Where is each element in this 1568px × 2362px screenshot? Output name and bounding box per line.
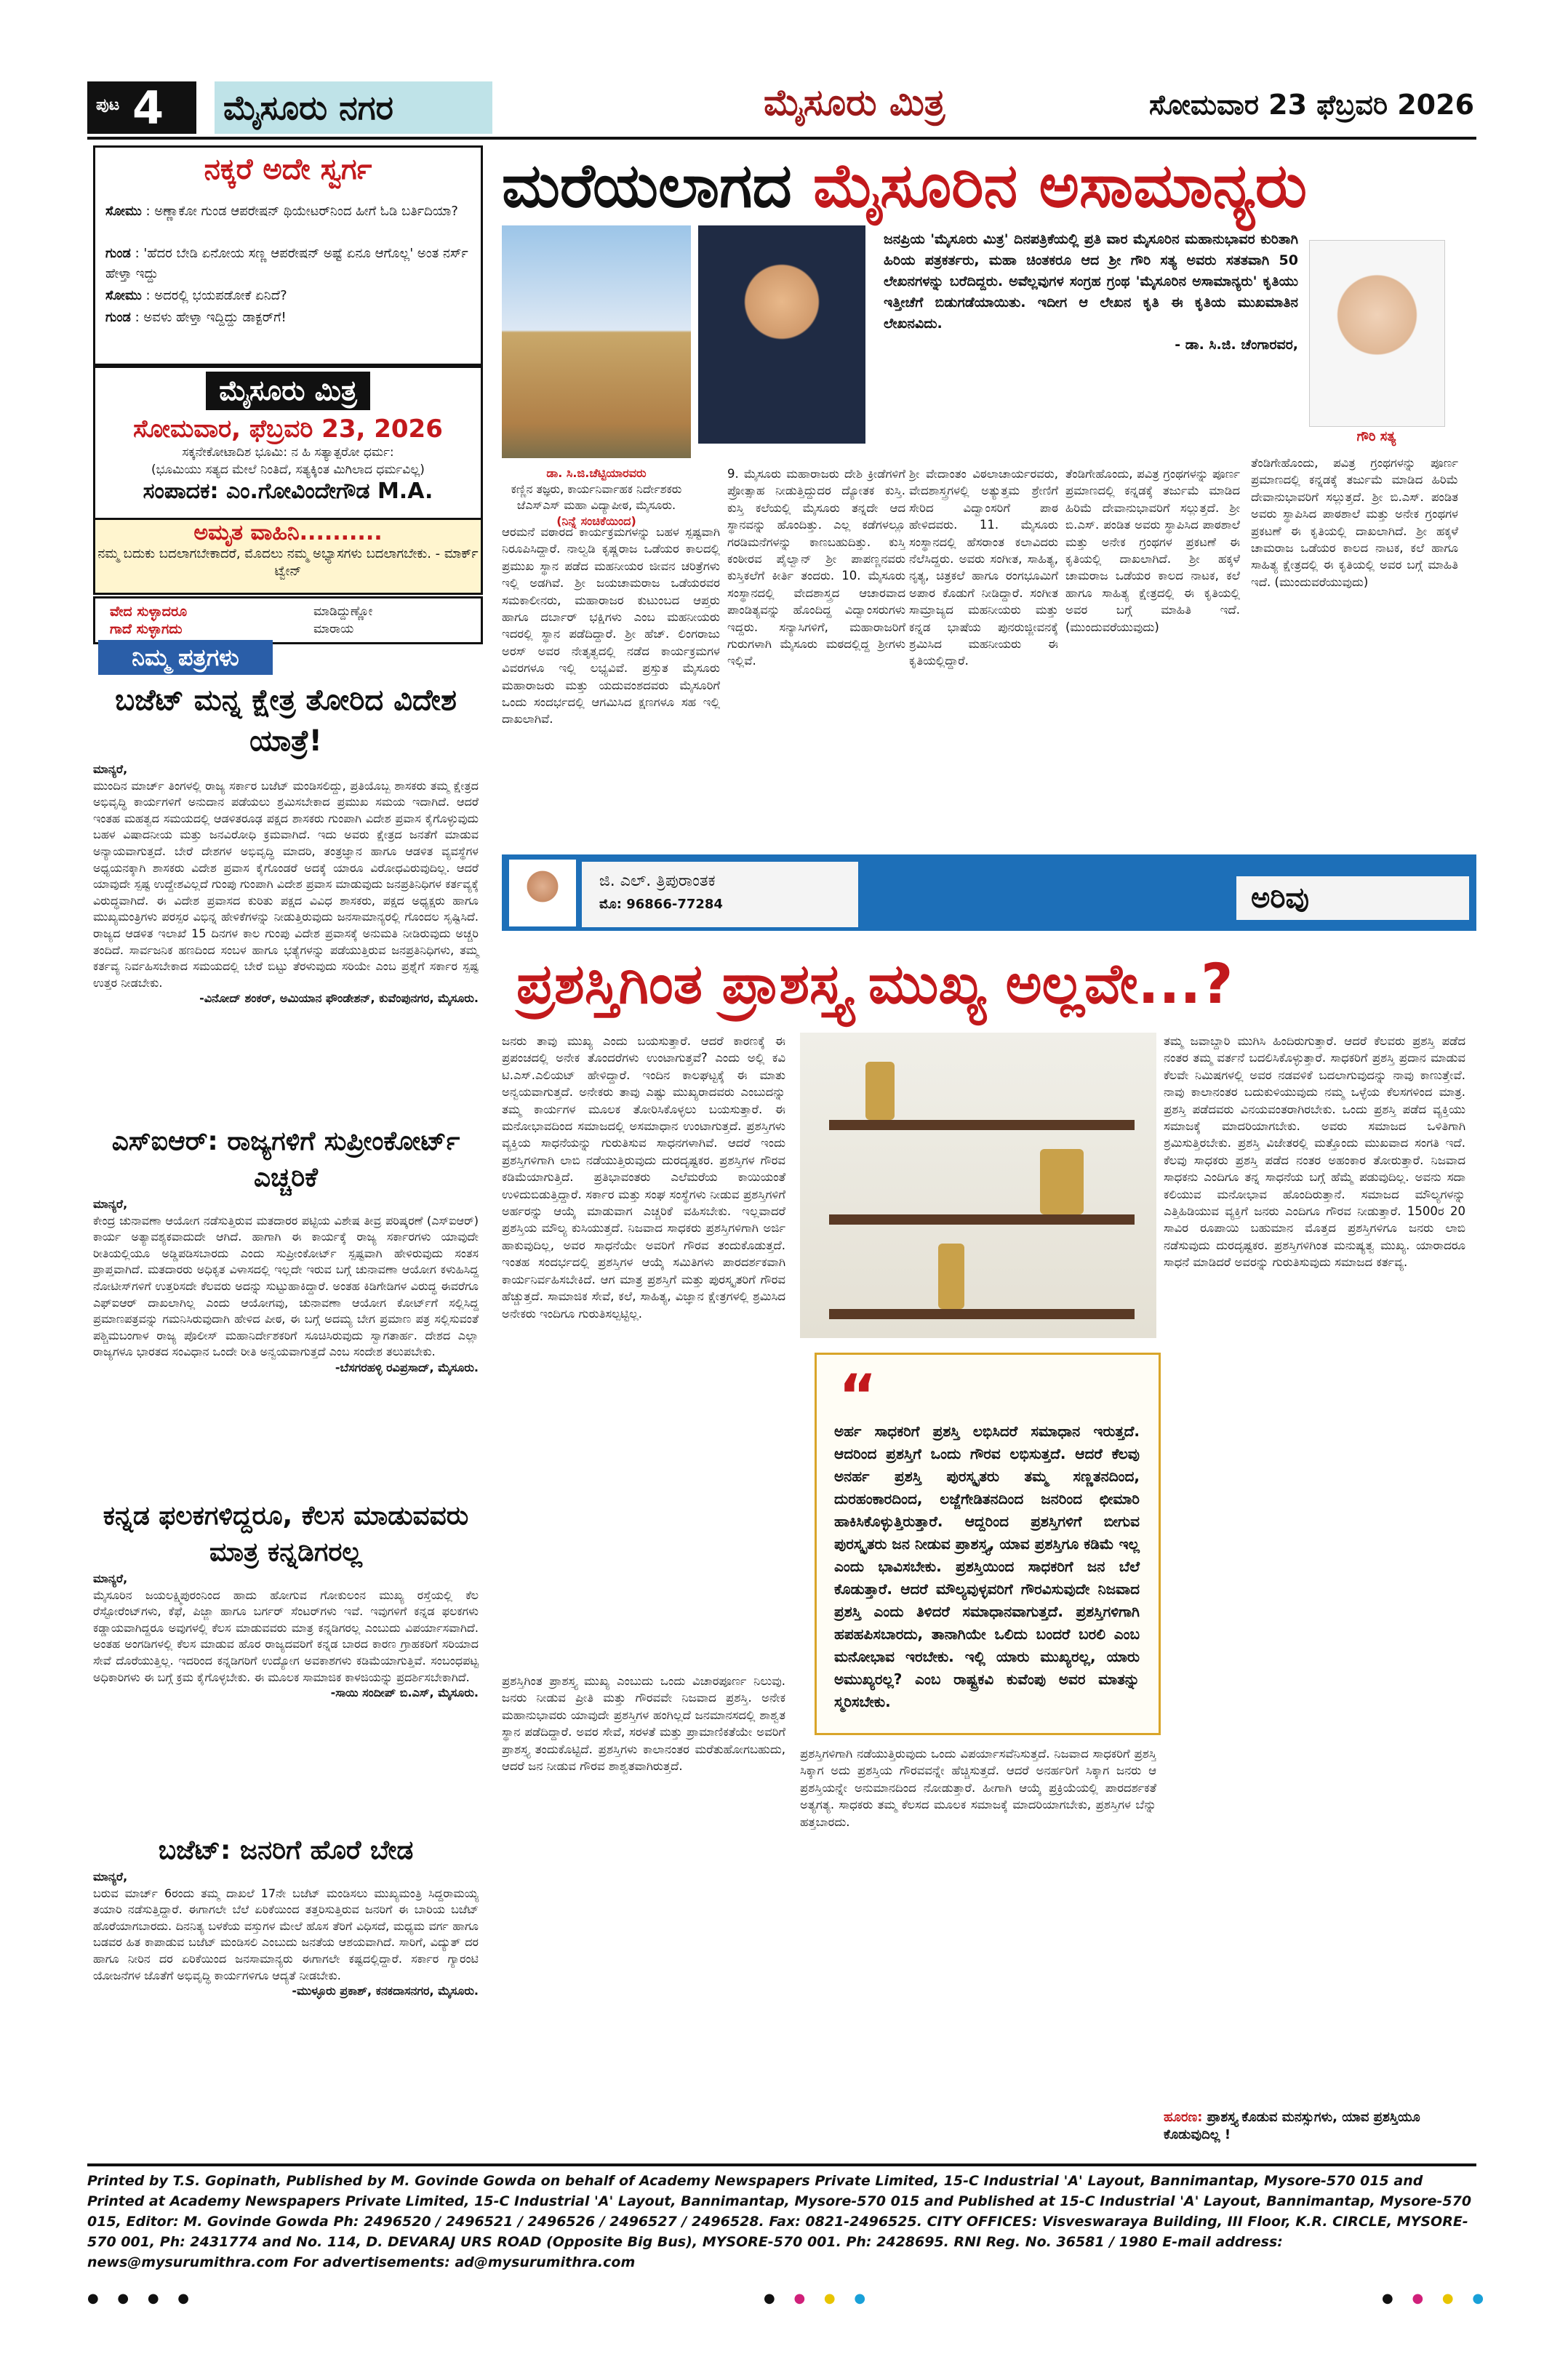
- header-rule: [87, 137, 1476, 140]
- proverb-text: ಮಾಡಿದ್ದುಣ್ಣೋ ಮಾರಾಯ: [313, 604, 373, 636]
- letter-signature: -ಬೆಸಗರಹಳ್ಳಿ ರವಿಪ್ರಸಾದ್, ಮೈಸೂರು.: [335, 1360, 479, 1374]
- letter-salute: ಮಾನ್ಯರೆ,: [93, 1572, 128, 1585]
- author-byline: [582, 862, 858, 927]
- page-number-box: [87, 81, 196, 134]
- article-headline: ಪ್ರಶಸ್ತಿಗಿಂತ ಪ್ರಾಶಸ್ತ್ಯ ಮುಖ್ಯ ಅಲ್ಲವೇ...?: [516, 951, 1233, 1016]
- page-number: 4: [132, 81, 164, 135]
- quote-box: [93, 518, 483, 595]
- feature-intro-signature: - ಡಾ. ಸಿ.ಜಿ. ಚೆಂಗಾರವರ,: [1175, 337, 1298, 353]
- palace-photo: [502, 225, 691, 458]
- pull-quote-box: [815, 1353, 1161, 1735]
- quote-text: ನಮ್ಮ ಬದುಕು ಬದಲಾಗಬೇಕಾದರೆ, ಮೊದಲು ನಮ್ಮ ಅಭ್ಯಾಸಗಳು ಬದಲಾಗಬೇಕು. - ಮಾರ್ಕ್ ಟ್ವೇನ್: [97, 546, 479, 579]
- dateline: ಸೋಮವಾರ 23 ಫೆಬ್ರವರಿ 2026: [1149, 89, 1475, 121]
- page-label: ಪುಟ: [96, 96, 120, 114]
- feature-column: ಶ್ರೀ ವೇದಾಂತಂ ವಿಠಲಾಚಾರ್ಯರವರು, ವೇದಶಾಸ್ತ್ರಗಳಲ್ಲಿ ಅತ್ಯುತ್ತಮ ಶ್ರೇಣಿಗೆ ಸೇರಿದ ವಿದ್ವಾಂಸರಿಗೆ ಪಾಠ ಹೇಳಿದವರು. 11. ಮೈಸೂರು ಸಂಸ್ಥಾನದಲ್ಲಿ ಹೆಸರಾಂತ ಕಲಾವಿದರು ನೆಲೆಸಿದ್ದರು. ಅವರು ಸಂಗೀತ, ಸಾಹಿತ್ಯ, ನೃತ್ಯ, ಚಿತ್ರಕಲೆ ಹಾಗೂ ರಂಗಭೂಮಿಗೆ ಅಪಾರ ಕೊಡುಗೆ ನೀಡಿದ್ದಾರೆ. ಸಂಗೀತ ಸಾಮ್ರಾಜ್ಯದ ಮಹನೀಯರು ಮತ್ತು ಕನ್ನಡ ಭಾಷೆಯ ಪುನರುಜ್ಜೀವನಕ್ಕೆ ಶ್ರಮಿಸಿದ ಮಹನೀಯರು ಈ ಕೃತಿಯಲ್ಲಿದ್ದಾರೆ.: [909, 467, 1058, 668]
- author-portrait-photo: [698, 225, 865, 444]
- joke-title: ನಕ್ಕರೆ ಅದೇ ಸ್ವರ್ಗ: [204, 153, 372, 186]
- person-caption: ಗೌರಿ ಸತ್ಯ: [1356, 429, 1396, 444]
- print-registration-dots: ● ● ● ●: [764, 2291, 873, 2306]
- joke-line: ಸೋಮು : ಅಣ್ಣಾಕೋ ಗುಂಡ ಆಪರೇಷನ್ ಥಿಯೇಟರ್‌ನಿಂದ ಹೀಗೆ ಓಡಿ ಬರ್ತಿದಿಯಾ?: [105, 204, 458, 219]
- footer-rule: [87, 2163, 1476, 2166]
- letter-title: ಕನ್ನಡ ಫಲಕಗಳಿದ್ದರೂ, ಕೆಲಸ ಮಾಡುವವರು ಮಾತ್ರ ಕನ್ನಡಿಗರಲ್ಲ: [103, 1501, 469, 1567]
- joke-line: ಗುಂಡ : 'ಹೆದರ ಬೇಡಿ ಏನೋಯ ಸಣ್ಣ ಆಪರೇಷನ್ ಅಷ್ಟೆ ಏನೂ ಆಗೊಲ್ಲ' ಅಂತ ನರ್ಸ್ ಹೇಳ್ತಾ ಇದ್ದು: [105, 246, 468, 281]
- letter-signature: -ಮುಳ್ಳೂರು ಪ್ರಕಾಶ್, ಕನಕದಾಸನಗರ, ಮೈಸೂರು.: [292, 1984, 479, 1998]
- letter-body: ಮೈಸೂರಿನ ಜಯಲಕ್ಷ್ಮಿಪುರಂನಿಂದ ಹಾದು ಹೋಗುವ ಗೋಕುಲಂನ ಮುಖ್ಯ ರಸ್ತೆಯಲ್ಲಿ ಕೆಲ ರೆಸ್ಟೋರೆಂಟ್‌ಗಳು, ಕೆಫೆ, ಪಿಜ್ಜಾ ಹಾಗೂ ಬರ್ಗರ್ ಸೆಂಟರ್‌ಗಳು ಇವೆ. ಇವುಗಳಿಗೆ ಕನ್ನಡ ಫಲಕಗಳು ಕಡ್ಡಾಯವಾಗಿದ್ದರೂ ಅವುಗಳಲ್ಲಿ ಕೆಲಸ ಮಾಡುವವರು ಮಾತ್ರ ಕನ್ನಡಿಗರಲ್ಲ ಎಂಬುದು ವಿಪರ್ಯಾಸವಾಗಿದೆ. ಅಂತಹ ಅಂಗಡಿಗಳಲ್ಲಿ ಕೆಲಸ ಮಾಡುವ ಹೊರ ರಾಜ್ಯದವರಿಗೆ ಕನ್ನಡ ಬಾರದ ಕಾರಣ ಗ್ರಾಹಕರಿಗೆ ಸರಿಯಾದ ಸೇವೆ ದೊರೆಯುತ್ತಿಲ್ಲ. ಇದರಿಂದ ಕನ್ನಡಿಗರಿಗೆ ಉದ್ಯೋಗ ಅವಕಾಶಗಳು ಕಡಿಮೆಯಾಗುತ್ತಿವೆ. ಸಂಬಂಧಪಟ್ಟ ಅಧಿಕಾರಿಗಳು ಈ ಬಗ್ಗೆ ಕ್ರಮ ಕೈಗೊಳ್ಳಬೇಕು. ಈ ಮೂಲಕ ಸಾಮಾಜಿಕ ಕಾಳಜಿಯನ್ನು ಪ್ರದರ್ಶಿಸಬೇಕಾಗಿದೆ.: [93, 1588, 479, 1684]
- letter-title: ಬಜೆಟ್: ಜನರಿಗೆ ಹೊರೆ ಬೇಡ: [158, 1835, 414, 1865]
- info-masthead: ಮೈಸೂರು ಮಿತ್ರ: [206, 372, 370, 410]
- feature-column: ಆರಮನೆ ವಠಾರದ ಕಾರ್ಯಕ್ರಮಗಳನ್ನು ಬಹಳ ಸ್ಪಷ್ಟವಾಗಿ ನಿರೂಪಿಸಿದ್ದಾರೆ. ನಾಲ್ವಡಿ ಕೃಷ್ಣರಾಜ ಒಡೆಯರ ಕಾಲದಲ್ಲಿ ಪ್ರಮುಖ ಸ್ಥಾನ ಪಡೆದ ಮಹನೀಯರ ಜೀವನ ಚರಿತ್ರೆಗಳು ಇಲ್ಲಿ ಅಡಗಿವೆ. ಶ್ರೀ ಜಯಚಾಮರಾಜ ಒಡೆಯರವರ ಸಮಕಾಲೀನರು, ಮಹಾರಾಜರ ಕುಟುಂಬದ ಆಪ್ತರು ಹಾಗೂ ದರ್ಬಾರ್ ಭಕ್ಷಿಗಳು ಎಂಬ ಮಹನೀಯರು ಇದರಲ್ಲಿ ಸ್ಥಾನ ಪಡೆದಿದ್ದಾರೆ. ಶ್ರೀ ಹೆಚ್. ಲಿಂಗರಾಜು ಅರಸ್ ಅವರ ನೇತೃತ್ವದಲ್ಲಿ ನಡೆದ ಕಾರ್ಯಕ್ರಮಗಳ ವಿವರಗಳೂ ಇಲ್ಲಿ ಲಭ್ಯವಿವೆ. ಪ್ರಸ್ತುತ ಮೈಸೂರು ಮಹಾರಾಜರು ಮತ್ತು ಯದುವಂಶದವರು ಮೈಸೂರಿಗೆ ಒಂದು ಸಂದರ್ಭದಲ್ಲಿ ಆಗಮಿಸಿದ ಕ್ಷಣಗಳೂ ಸಹ ಇಲ್ಲಿ ದಾಖಲಾಗಿವೆ.: [502, 525, 720, 726]
- article-note: ಹೂರಣ: ಪ್ರಾಶಸ್ತ್ಯ ಕೊಡುವ ಮನಸ್ಸುಗಳು, ಯಾವ ಪ್ರಶಸ್ತಿಯೂ ಕೊಡುವುದಿಲ್ಲ !: [1164, 2110, 1420, 2142]
- feature-headline: ಮರೆಯಲಾಗದ ಮೈಸೂರಿನ ಅಸಾಮಾನ್ಯರು: [502, 150, 1308, 221]
- gauri-satya-photo: [1309, 240, 1445, 427]
- trophy-photo: [800, 1033, 1156, 1338]
- feature-column: ತೆಂಡಿಗೇಹೊಂದು, ಪವಿತ್ರ ಗ್ರಂಥಗಳನ್ನು ಪೂರ್ಣ ಪ್ರಮಾಣದಲ್ಲಿ ಕನ್ನಡಕ್ಕೆ ತರ್ಜುಮೆ ಮಾಡಿದ ಹಿರಿಮೆ ದೇವಾನುಭಾವರಿಗೆ ಸಲ್ಲುತ್ತದೆ. ಶ್ರೀ ಬಿ.ಎಸ್. ಪಂಡಿತ ಅವರು ಸ್ಥಾಪಿಸಿದ ಪಾಠಶಾಲೆ ಮತ್ತು ಅನೇಕ ಗ್ರಂಥಗಳ ಪ್ರಕಟಣೆ ಈ ಕೃತಿಯಲ್ಲಿ ದಾಖಲಾಗಿದೆ. ಶ್ರೀ ಹಕ್ಕಳೆ ಚಾಮರಾಜ ಒಡೆಯರ ಕಾಲದ ನಾಟಕ, ಕಲೆ ಹಾಗೂ ಸಾಹಿತ್ಯ ಕ್ಷೇತ್ರದಲ್ಲಿ ಈ ಕೃತಿಯಲ್ಲಿ ಅವರ ಬಗ್ಗೆ ಮಾಹಿತಿ ಇದೆ. (ಮುಂದುವರೆಯುವುದು): [1065, 467, 1240, 634]
- author-phone: ಮೊ: 96866-77284: [599, 897, 723, 912]
- proverb-label: ವೇದ ಸುಳ್ಳಾದರೂ ಗಾದೆ ಸುಳ್ಳಾಗದು: [110, 604, 188, 637]
- letter-body: ಕೇಂದ್ರ ಚುನಾವಣಾ ಆಯೋಗ ನಡೆಸುತ್ತಿರುವ ಮತದಾರರ ಪಟ್ಟಿಯ ವಿಶೇಷ ತೀವ್ರ ಪರಿಷ್ಕರಣೆ (ಎಸ್‌ಐಆರ್) ಕಾರ್ಯ ಅತ್ಯಾವಶ್ಯಕವಾದುದೇ ಆಗಿದೆ. ಹಾಗಾಗಿ ಈ ಕಾರ್ಯಕ್ಕೆ ರಾಜ್ಯ ಸರ್ಕಾರಗಳು ಯಾವುದೇ ರೀತಿಯಲ್ಲಿಯೂ ಅಡ್ಡಿಪಡಿಸಬಾರದು ಎಂದು ಸುಪ್ರೀಂಕೋರ್ಟ್ ಸ್ಪಷ್ಟವಾಗಿ ಹೇಳಿರುವುದು ಸಂತಸ ಪ್ರಾಪ್ತವಾಗಿದೆ. ಮತದಾರರು ಅಧಿಕೃತ ವಿಳಾಸದಲ್ಲಿ ಇಲ್ಲದೇ ಇರುವ ಬಗ್ಗೆ ಚುನಾವಣಾ ಆಯೋಗ ಕಳುಹಿಸಿದ್ದ ನೋಟೀಸ್‌ಗಳಿಗೆ ಉತ್ತರಿಸದೇ ಕೆಲವರು ಅದನ್ನು ಸುಟ್ಟುಹಾಕಿದ್ದಾರೆ. ಅಂತಹ ಕಿಡಿಗೇಡಿಗಳ ವಿರುದ್ಧ ಈವರೆಗೂ ಎಫ್‌ಐಆರ್ ದಾಖಲಾಗಿಲ್ಲ ಎಂದು ಆಯೋಗವು, ಚುನಾವಣಾ ಆಯೋಗ ಕೋರ್ಟ್‌ಗೆ ಸಲ್ಲಿಸಿದ್ದ ಪ್ರಮಾಣಪತ್ರವನ್ನು ಗಮನಿಸಿರುವುದಾಗಿ ಹೇಳಿದ ಪೀಠ, ಈ ಬಗ್ಗೆ ಅದಮ್ಯ ಬೇಗ ಪ್ರಮಾಣ ಪತ್ರ ಸಲ್ಲಿಸುವಂತೆ ಪಶ್ಚಿಮಬಂಗಾಳ ರಾಜ್ಯ ಪೊಲೀಸ್ ಮಹಾನಿರ್ದೇಶಕರಿಗೆ ಸೂಚಿಸಿರುವುದು ಸ್ವಾಗತಾರ್ಹ. ದೇಶದ ಎಲ್ಲಾ ರಾಜ್ಯಗಳೂ ಭಾರತದ ಸಂವಿಧಾನ ಒಂದೇ ರೀತಿ ಅನ್ವಯವಾಗುತ್ತದೆ ಎಂಬ ಸಂದೇಶ ತಲುಪಬೇಕು.: [93, 1213, 479, 1359]
- info-motto: ಸಕ್ಕನೇಕೋಟಾದಿಶ ಭೂಮಿ: ನ ಹಿ ಸತ್ಯಾತ್ಪರೋ ಧರ್ಮ:: [182, 445, 394, 460]
- letter-title: ಬಜೆಟ್ ಮನ್ನ ಕ್ಷೇತ್ರ ತೋರಿದ ವಿದೇಶ ಯಾತ್ರೆ!: [115, 684, 457, 758]
- article-column: ತಮ್ಮ ಜವಾಬ್ದಾರಿ ಮುಗಿಸಿ ಹಿಂದಿರುಗುತ್ತಾರೆ. ಆದರೆ ಕೆಲವರು ಪ್ರಶಸ್ತಿ ಪಡೆದ ನಂತರ ತಮ್ಮ ವರ್ತನೆ ಬದಲಿಸಿಕೊಳ್ಳುತ್ತಾರೆ. ಸಾಧಕರಿಗೆ ಪ್ರಶಸ್ತಿ ಪ್ರದಾನ ಮಾಡುವ ಕೆಲವೇ ನಿಮಿಷಗಳಲ್ಲಿ ಅವರ ನಡವಳಿಕೆ ಬದಲಾಗುವುದನ್ನು ನಾವು ಕಾಣುತ್ತೇವೆ. ನಾವು ಕಾಲಾನಂತರ ಬದುಕುಳಿಯುವುದು ನಮ್ಮ ಒಳ್ಳೆಯ ಕೆಲಸಗಳಿಂದ ಮಾತ್ರ. ಪ್ರಶಸ್ತಿ ಪಡೆದವರು ವಿನಯವಂತರಾಗಿರಬೇಕು. ಒಂದು ಪ್ರಶಸ್ತಿ ಪಡೆದ ವ್ಯಕ್ತಿಯು ಸಮಾಜಕ್ಕೆ ಮಾದರಿಯಾಗಬೇಕು. ಅವರು ಸಮಾಜದ ಒಳಿತಿಗಾಗಿ ಶ್ರಮಿಸುತ್ತಿರಬೇಕು. ಪ್ರಶಸ್ತಿ ವಿಜೇತರಲ್ಲಿ ಮತ್ತೊಂದು ಮುಖವಾದ ಸಂಗತಿ ಇದೆ. ಕೆಲವು ಸಾಧಕರು ಪ್ರಶಸ್ತಿ ಪಡೆದ ನಂತರ ಅಹಂಕಾರ ತೋರುತ್ತಾರೆ. ನಿಜವಾದ ಸಾಧಕನು ಎಂದಿಗೂ ತನ್ನ ಸಾಧನೆಯ ಬಗ್ಗೆ ಹೆಮ್ಮೆ ಪಡುವುದಿಲ್ಲ. ಅವನು ಸದಾ ಕಲಿಯುವ ಮನೋಭಾವ ಹೊಂದಿರುತ್ತಾನೆ. ಸಮಾಜದ ಮೌಲ್ಯಗಳನ್ನು ಎತ್ತಿಹಿಡಿಯುವ ವ್ಯಕ್ತಿಗೆ ಜನರು ಎಂದಿಗೂ ಗೌರವ ನೀಡುತ್ತಾರೆ. 1500ರ 20 ಸಾವಿರ ರೂಪಾಯಿ ಬಹುಮಾನ ಮೊತ್ತದ ಪ್ರಶಸ್ತಿಗಳಿಗೂ ಜನರು ಲಾಬಿ ನಡೆಸುವುದು ದುರದೃಷ್ಟಕರ. ಪ್ರಶಸ್ತಿಗಳಿಗಿಂತ ಮನುಷ್ಯತ್ವ ಮುಖ್ಯ. ಯಾರಾದರೂ ಸಾಧನೆ ಮಾಡಿದರೆ ಅವರನ್ನು ಗುರುತಿಸುವುದು ಸಮಾಜದ ಕರ್ತವ್ಯ.: [1164, 1034, 1465, 1270]
- feature-intro: ಜನಪ್ರಿಯ 'ಮೈಸೂರು ಮಿತ್ರ' ದಿನಪತ್ರಿಕೆಯಲ್ಲಿ ಪ್ರತಿ ವಾರ ಮೈಸೂರಿನ ಮಹಾನುಭಾವರ ಕುರಿತಾಗಿ ಹಿರಿಯ ಪತ್ರಕರ್ತರು, ಮಹಾ ಚಿಂತಕರೂ ಆದ ಶ್ರೀ ಗೌರಿ ಸತ್ಯ ಅವರು ಸತತವಾಗಿ 50 ಲೇಖನಗಳನ್ನು ಬರೆದಿದ್ದರು. ಅವೆಲ್ಲವುಗಳ ಸಂಗ್ರಹ ಗ್ರಂಥ 'ಮೈಸೂರಿನ ಅಸಾಮಾನ್ಯರು' ಕೃತಿಯು ಇತ್ತೀಚೆಗೆ ಬಿಡುಗಡೆಯಾಯಿತು. ಇದೀಗ ಆ ಲೇಖನ ಕೃತಿ ಈ ಕೃತಿಯ ಮುಖಮಾತಿನ ಲೇಖನವಿದು. - ಡಾ. ಸಿ.ಜಿ. ಚೆಂಗಾರವರ,: [884, 229, 1298, 356]
- quote-title: ಅಮೃತ ವಾಹಿನಿ..........: [193, 520, 383, 545]
- letter-body: ಮುಂದಿನ ಮಾರ್ಚ್ ತಿಂಗಳಲ್ಲಿ ರಾಜ್ಯ ಸರ್ಕಾರ ಬಜೆಟ್ ಮಂಡಿಸಲಿದ್ದು, ಪ್ರತಿಯೊಬ್ಬ ಶಾಸಕರು ತಮ್ಮ ಕ್ಷೇತ್ರದ ಅಭಿವೃದ್ಧಿ ಕಾರ್ಯಗಳಿಗೆ ಅನುದಾನ ಪಡೆಯಲು ಶ್ರಮಿಸಬೇಕಾದ ಪ್ರಮುಖ ಸಮಯ ಇದಾಗಿದೆ. ಆದರೆ ಇಂತಹ ಮಹತ್ವದ ಸಮಯದಲ್ಲಿ ಆಡಳಿತರೂಢ ಪಕ್ಷದ ಶಾಸಕರು ಗುಂಪಾಗಿ ವಿದೇಶ ಪ್ರವಾಸ ಕೈಗೊಳ್ಳುವುದು ಬಹಳ ವಿಷಾದನೀಯ ಮತ್ತು ಜನವಿರೋಧಿ ಕ್ರಮವಾಗಿದೆ. ಇದು ಅವರು ಕ್ಷೇತ್ರದ ಜನತೆಗೆ ಮಾಡುವ ಅನ್ಯಾಯವಾಗುತ್ತದೆ. ಬೇರೆ ದೇಶಗಳ ಅಭಿವೃದ್ಧಿ ಮಾದರಿ, ತಂತ್ರಜ್ಞಾನ ಹಾಗೂ ಆಡಳಿತ ವ್ಯವಸ್ಥೆಗಳ ಅಧ್ಯಯನಕ್ಕಾಗಿ ಶಾಸಕರು ವಿದೇಶ ಪ್ರವಾಸ ಕೈಗೊಂಡರೆ ಅದಕ್ಕೆ ಯಾರೂ ವಿರೋಧವಿರುವುದಿಲ್ಲ. ಆದರೆ ಯಾವುದೇ ಸ್ಪಷ್ಟ ಉದ್ದೇಶವಿಲ್ಲದೆ ಗುಂಪು ಗುಂಪಾಗಿ ವಿದೇಶ ಪ್ರವಾಸ ಮಾಡುವುದು ಜನಪ್ರತಿನಿಧಿಗಳ ಕರ್ತವ್ಯಕ್ಕೆ ವಿರುದ್ಧವಾಗಿದೆ. ಈ ವಿದೇಶ ಪ್ರವಾಸದ ಕುರಿತು ಪಕ್ಷದ ವಿವಿಧ ಶಾಸಕರು, ಪಕ್ಷದ ಅಧ್ಯಕ್ಷರು ಹಾಗೂ ಮುಖ್ಯಮಂತ್ರಿಗಳು ಪರಸ್ಪರ ವಿಭಿನ್ನ ಹೇಳಿಕೆಗಳನ್ನು ನೀಡುತ್ತಿರುವುದು ಜನಸಾಮಾನ್ಯರಲ್ಲಿ ಗೊಂದಲ ಸೃಷ್ಟಿಸಿದೆ. ರಾಜ್ಯದ ಆಡಳಿತ ಇಲಾಖೆ 15 ದಿನಗಳ ಕಾಲ ಗುಂಪು ವಿದೇಶ ಪ್ರವಾಸಕ್ಕೆ ಅನುಮತಿ ನೀಡಿರುವುದು ಅಚ್ಚರಿ ತಂದಿದೆ. ಸಾರ್ವಜನಿಕ ಹಣದಿಂದ ಸಂಬಳ ಹಾಗೂ ಭತ್ಯೆಗಳನ್ನು ಪಡೆಯುತ್ತಿರುವ ಜನಪ್ರತಿನಿಧಿಗಳು, ತಮ್ಮ ಕರ್ತವ್ಯ ನಿರ್ವಹಿಸಬೇಕಾದ ಸಮಯದಲ್ಲಿ ಬೇರೆ ಬಿಟ್ಟು ತೆರಳುವುದು ಸರಿಯೇ ಎಂಬ ಪ್ರಶ್ನೆಗೆ ಸರ್ಕಾರ ಸ್ಪಷ್ಟ ಉತ್ತರ ನೀಡಬೇಕು.: [93, 778, 479, 990]
- article-column: ಪ್ರಶಸ್ತಿಗಿಂತ ಪ್ರಾಶಸ್ತ್ಯ ಮುಖ್ಯ ಎಂಬುದು ಒಂದು ವಿಚಾರಪೂರ್ಣ ನಿಲುವು. ಜನರು ನೀಡುವ ಪ್ರೀತಿ ಮತ್ತು ಗೌರವವೇ ನಿಜವಾದ ಪ್ರಶಸ್ತಿ. ಅನೇಕ ಮಹಾನುಭಾವರು ಯಾವುದೇ ಪ್ರಶಸ್ತಿಗಳ ಹಂಗಿಲ್ಲದೆ ಜನಮಾನಸದಲ್ಲಿ ಶಾಶ್ವತ ಸ್ಥಾನ ಪಡೆದಿದ್ದಾರೆ. ಅವರ ಸೇವೆ, ಸರಳತೆ ಮತ್ತು ಪ್ರಾಮಾಣಿಕತೆಯೇ ಅವರಿಗೆ ಪ್ರಾಶಸ್ತ್ಯ ತಂದುಕೊಟ್ಟಿದೆ. ಪ್ರಶಸ್ತಿಗಳು ಕಾಲಾನಂತರ ಮರೆತುಹೋಗಬಹುದು, ಆದರೆ ಜನ ನೀಡುವ ಗೌರವ ಶಾಶ್ವತವಾಗಿರುತ್ತದೆ.: [502, 1674, 785, 1774]
- letter-body: ಬರುವ ಮಾರ್ಚ್ 6ರಂದು ತಮ್ಮ ದಾಖಲೆ 17ನೇ ಬಜೆಟ್ ಮಂಡಿಸಲು ಮುಖ್ಯಮಂತ್ರಿ ಸಿದ್ದರಾಮಯ್ಯ ತಯಾರಿ ನಡೆಸುತ್ತಿದ್ದಾರೆ. ಈಗಾಗಲೇ ಬೆಲೆ ಏರಿಕೆಯಿಂದ ತತ್ತರಿಸುತ್ತಿರುವ ಜನರಿಗೆ ಈ ಬಾರಿಯ ಬಜೆಟ್ ಹೊರೆಯಾಗಬಾರದು. ದಿನನಿತ್ಯ ಬಳಕೆಯ ವಸ್ತುಗಳ ಮೇಲೆ ಹೊಸ ತೆರಿಗೆ ವಿಧಿಸದೆ, ಮಧ್ಯಮ ವರ್ಗ ಹಾಗೂ ಬಡವರ ಹಿತ ಕಾಪಾಡುವ ಬಜೆಟ್ ಮಂಡಿಸಲಿ ಎಂಬುದು ಜನತೆಯ ಆಶಯವಾಗಿದೆ. ಸಾರಿಗೆ, ವಿದ್ಯುತ್ ದರ ಹಾಗೂ ನೀರಿನ ದರ ಏರಿಕೆಯಿಂದ ಜನಸಾಮಾನ್ಯರು ಈಗಾಗಲೇ ಕಷ್ಟದಲ್ಲಿದ್ದಾರೆ. ಸರ್ಕಾರ ಗ್ಯಾರಂಟಿ ಯೋಜನೆಗಳ ಜೊತೆಗೆ ಅಭಿವೃದ್ಧಿ ಕಾರ್ಯಗಳಿಗೂ ಆದ್ಯತೆ ನೀಡಬೇಕು.: [93, 1886, 479, 1982]
- info-motto-translation: (ಭೂಮಿಯು ಸತ್ಯದ ಮೇಲೆ ನಿಂತಿದೆ, ಸತ್ಯಕ್ಕಿಂತ ಮಿಗಿಲಾದ ಧರ್ಮವಿಲ್ಲ): [151, 463, 425, 477]
- letters-header: ನಿಮ್ಮ ಪತ್ರಗಳು: [98, 640, 273, 675]
- print-registration-dots: ● ● ● ●: [87, 2291, 196, 2306]
- letter-article: [93, 1124, 479, 1375]
- pull-quote-text: ಅರ್ಹ ಸಾಧಕರಿಗೆ ಪ್ರಶಸ್ತಿ ಲಭಿಸಿದರೆ ಸಮಾಧಾನ ಇರುತ್ತದೆ. ಆದರಿಂದ ಪ್ರಶಸ್ತಿಗೆ ಒಂದು ಗೌರವ ಲಭಿಸುತ್ತದೆ. ಆದರೆ ಕೆಲವು ಅನರ್ಹ ಪ್ರಶಸ್ತಿ ಪುರಸ್ಕೃತರು ತಮ್ಮ ಸಣ್ಣತನದಿಂದ, ದುರಹಂಕಾರದಿಂದ, ಲಜ್ಜೆಗೇಡಿತನದಿಂದ ಜನರಿಂದ ಛೀಮಾರಿ ಹಾಕಿಸಿಕೊಳ್ಳುತ್ತಿರುತ್ತಾರೆ. ಆದ್ದರಿಂದ ಪ್ರಶಸ್ತಿಗಳಿಗೆ ಬೀಗುವ ಪುರಸ್ಕೃತರು ಜನ ನೀಡುವ ಪ್ರಾಶಸ್ತ್ಯ, ಯಾವ ಪ್ರಶಸ್ತಿಗೂ ಕಡಿಮೆ ಇಲ್ಲ ಎಂದು ಭಾವಿಸಬೇಕು. ಪ್ರಶಸ್ತಿಯಿಂದ ಸಾಧಕರಿಗೆ ಜನ ಬೆಲೆ ಕೊಡುತ್ತಾರೆ. ಆದರೆ ಮೌಲ್ಯವುಳ್ಳವರಿಗೆ ಗೌರವಿಸುವುದೇ ನಿಜವಾದ ಪ್ರಶಸ್ತಿ ಎಂದು ತಿಳಿದರೆ ಸಮಾಧಾನವಾಗುತ್ತದೆ. ಪ್ರಶಸ್ತಿಗಳಿಗಾಗಿ ಹಪಹಪಿಸಬಾರದು, ತಾನಾಗಿಯೇ ಒಲಿದು ಬಂದರೆ ಬರಲಿ ಎಂಬ ಮನೋಭಾವ ಇರಬೇಕು. ಇಲ್ಲಿ ಯಾರು ಮುಖ್ಯರಲ್ಲ, ಯಾರು ಅಮುಖ್ಯರಲ್ಲ? ಎಂಬ ರಾಷ್ಟ್ರಕವಿ ಕುವೆಂಪು ಅವರ ಮಾತನ್ನು ಸ್ಮರಿಸಬೇಕು.: [834, 1422, 1140, 1710]
- joke-line: ಗುಂಡ : ಅವಳು ಹೇಳ್ತಾ ಇದ್ದಿದ್ದು ಡಾಕ್ಟರ್‌ಗೆ!: [105, 310, 287, 325]
- photo-caption: ಡಾ. ಸಿ.ಜಿ.ಚೆಟ್ಟಿಯಾರವರು ಕಣ್ಣಿನ ತಜ್ಞರು, ಕಾರ್ಯನಿರ್ವಾಹಕ ನಿರ್ದೇಶಕರು ಜೆಎಸ್‌ಎಸ್ ಮಹಾ ವಿದ್ಯಾಪೀಠ, ಮೈಸೂರು. (ನಿನ್ನೆ ಸಂಚಿಕೆಯಿಂದ): [511, 466, 682, 528]
- quote-mark-icon: “: [839, 1362, 877, 1430]
- letter-signature: -ಸಾಯಿ ಸಂದೀಪ್ ಬಿ.ಎಸ್, ಮೈಸೂರು.: [330, 1686, 479, 1700]
- author-avatar: [509, 860, 576, 926]
- proverb-box: [93, 596, 483, 644]
- letter-salute: ಮಾನ್ಯರೆ,: [93, 762, 128, 776]
- imprint-footer: Printed by T.S. Gopinath, Published by M. Govinde Gowda on behalf of Academy Newspapers Private Limited, 15-C Industrial 'A' Layout, Bannimantap, Mysore-570 015 and Printed at Academy Newspapers Private Limited, 15-C Industrial 'A' Layout, Bannimantap, Mysore-570 015 and Published at 15-C Industrial 'A' Layout, Bannimantap, Mysore-570 015, Editor: M. Govinde Gowda Ph: 2496520 / 2496521 / 2496526 / 2496527 / 2496528. Fax: 0821-2496525. CITY OFFICES: Visveswaraya Building, III Floor, K.R. CIRCLE, MYSORE-570 001, Ph: 2431774 and No. 114, D. DEVARAJ URS ROAD (Opposite Big Bus), MYSORE-570 001. Ph: 2428695. RNI Reg. No. 36581 / 1980 E-mail address: news@mysurumithra.com For advertisements: ad@mysurumithra.com: [87, 2173, 1472, 2270]
- author-name: ಜಿ. ಎಲ್. ತ್ರಿಪುರಾಂತಕ: [599, 872, 716, 890]
- info-editor: ಸಂಪಾದಕ: ಎಂ.ಗೋವಿಂದೇಗೌಡ M.A.: [143, 479, 433, 504]
- feature-column: 9. ಮೈಸೂರು ಮಹಾರಾಜರು ದೇಶಿ ಕ್ರೀಡೆಗಳಿಗೆ ಪ್ರೋತ್ಸಾಹ ನೀಡುತ್ತಿದ್ದುದರ ದ್ಯೋತಕ ಕುಸ್ತಿ. ಕುಸ್ತಿ ಕಲೆಯಲ್ಲಿ ಮೈಸೂರು ತನ್ನದೇ ಆದ ಸ್ಥಾನವನ್ನು ಹೊಂದಿತ್ತು. ಎಲ್ಲ ಕಡೆಗಳಲ್ಲೂ ಗರಡಿಮನೆಗಳನ್ನು ಕಾಣಬಹುದಿತ್ತು. ಕುಸ್ತಿ ಕಂಠೀರವ ಪೈಲ್ವಾನ್ ಶ್ರೀ ಪಾಪಣ್ಣನವರು ಕುಸ್ತಿಕಲೆಗೆ ಕೀರ್ತಿ ತಂದರು. 10. ಮೈಸೂರು ಸಂಸ್ಥಾನದಲ್ಲಿ ವೇದಶಾಸ್ತ್ರದ ಆಚಾರವಾದ ಪಾಂಡಿತ್ಯವನ್ನು ಹೊಂದಿದ್ದ ವಿದ್ವಾಂಸರುಗಳು ಇದ್ದರು. ಸನ್ಯಾಸಿಗಳಿಗೆ, ಮಹಾರಾಜರಿಗೆ ಗುರುಗಳಾಗಿ ಮೈಸೂರು ಮಠದಲ್ಲಿದ್ದ ಶ್ರೀಗಳು ಇಲ್ಲಿವೆ.: [727, 467, 905, 668]
- section-title: ಮೈಸೂರು ನಗರ: [215, 81, 492, 134]
- feature-column: ತೆಂಡಿಗೇಹೊಂದು, ಪವಿತ್ರ ಗ್ರಂಥಗಳನ್ನು ಪೂರ್ಣ ಪ್ರಮಾಣದಲ್ಲಿ ಕನ್ನಡಕ್ಕೆ ತರ್ಜುಮೆ ಮಾಡಿದ ಹಿರಿಮೆ ದೇವಾನುಭಾವರಿಗೆ ಸಲ್ಲುತ್ತದೆ. ಶ್ರೀ ಬಿ.ಎಸ್. ಪಂಡಿತ ಅವರು ಸ್ಥಾಪಿಸಿದ ಪಾಠಶಾಲೆ ಮತ್ತು ಅನೇಕ ಗ್ರಂಥಗಳ ಪ್ರಕಟಣೆ ಈ ಕೃತಿಯಲ್ಲಿ ದಾಖಲಾಗಿದೆ. ಶ್ರೀ ಹಕ್ಕಳೆ ಚಾಮರಾಜ ಒಡೆಯರ ಕಾಲದ ನಾಟಕ, ಕಲೆ ಹಾಗೂ ಸಾಹಿತ್ಯ ಕ್ಷೇತ್ರದಲ್ಲಿ ಈ ಕೃತಿಯಲ್ಲಿ ಅವರ ಬಗ್ಗೆ ಮಾಹಿತಿ ಇದೆ. (ಮುಂದುವರೆಯುವುದು): [1251, 456, 1458, 589]
- article-column: ಪ್ರಶಸ್ತಿಗಳಿಗಾಗಿ ನಡೆಯುತ್ತಿರುವುದು ಒಂದು ವಿಪರ್ಯಾಸವೆನಿಸುತ್ತದೆ. ನಿಜವಾದ ಸಾಧಕರಿಗೆ ಪ್ರಶಸ್ತಿ ಸಿಕ್ಕಾಗ ಅದು ಪ್ರಶಸ್ತಿಯ ಗೌರವವನ್ನೇ ಹೆಚ್ಚಿಸುತ್ತದೆ. ಆದರೆ ಅನರ್ಹರಿಗೆ ಸಿಕ್ಕಾಗ ಜನರು ಆ ಪ್ರಶಸ್ತಿಯನ್ನೇ ಅನುಮಾನದಿಂದ ನೋಡುತ್ತಾರೆ. ಹೀಗಾಗಿ ಆಯ್ಕೆ ಪ್ರಕ್ರಿಯೆಯಲ್ಲಿ ಪಾರದರ್ಶಕತೆ ಅತ್ಯಗತ್ಯ. ಸಾಧಕರು ತಮ್ಮ ಕೆಲಸದ ಮೂಲಕ ಸಮಾಜಕ್ಕೆ ಮಾದರಿಯಾಗಬೇಕು, ಪ್ರಶಸ್ತಿಗಳ ಬೆನ್ನು ಹತ್ತಬಾರದು.: [800, 1747, 1156, 1829]
- masthead-logo: ಮೈಸೂರು ಮಿತ್ರ: [764, 81, 945, 124]
- letter-salute: ಮಾನ್ಯರೆ,: [93, 1197, 128, 1211]
- letter-title: ಎಸ್‌ಐಆರ್: ರಾಜ್ಯಗಳಿಗೆ ಸುಪ್ರೀಂಕೋರ್ಟ್ ಎಚ್ಚರಿಕೆ: [111, 1126, 460, 1193]
- article-column: ಜನರು ತಾವು ಮುಖ್ಯ ಎಂದು ಬಯಸುತ್ತಾರೆ. ಆದರೆ ಕಾರಣಕ್ಕೆ ಈ ಪ್ರಪಂಚದಲ್ಲಿ ಅನೇಕ ತೊಂದರೆಗಳು ಉಂಟಾಗುತ್ತವೆ? ಎಂದು ಅಲ್ಲಿ ಕವಿ ಟಿ.ಎಸ್.ಎಲಿಯಟ್ ಹೇಳಿದ್ದಾರೆ. ಇಂದಿನ ಕಾಲಘಟ್ಟಕ್ಕೆ ಈ ಮಾತು ಅನ್ವಯವಾಗುತ್ತದೆ. ಅನೇಕರು ತಾವು ಎಷ್ಟು ಮುಖ್ಯರಾದವರು ಎಂಬುದನ್ನು ತಮ್ಮ ಕಾರ್ಯಗಳ ಮೂಲಕ ತೋರಿಸಿಕೊಳ್ಳಲು ಬಯಸುತ್ತಾರೆ. ಈ ಮನೋಭಾವದಿಂದ ಸಮಾಜದಲ್ಲಿ ಅಸಮಾಧಾನ ಉಂಟಾಗುತ್ತದೆ. ಪ್ರಶಸ್ತಿಗಳು ವ್ಯಕ್ತಿಯ ಸಾಧನೆಯನ್ನು ಗುರುತಿಸುವ ಸಾಧನಗಳಾಗಿವೆ. ಆದರೆ ಇಂದು ಪ್ರಶಸ್ತಿಗಳಿಗಾಗಿ ಲಾಬಿ ನಡೆಯುತ್ತಿರುವುದು ದುರದೃಷ್ಟಕರ. ಪ್ರಶಸ್ತಿಗಳ ಗೌರವ ಕಡಿಮೆಯಾಗುತ್ತಿದೆ. ಪ್ರತಿಭಾವಂತರು ಎಲೆಮರೆಯ ಕಾಯಿಯಂತೆ ಉಳಿದುಬಿಡುತ್ತಿದ್ದಾರೆ. ಸರ್ಕಾರ ಮತ್ತು ಸಂಘ ಸಂಸ್ಥೆಗಳು ನೀಡುವ ಪ್ರಶಸ್ತಿಗಳಿಗೆ ಅರ್ಹರನ್ನು ಆಯ್ಕೆ ಮಾಡುವಾಗ ಎಚ್ಚರಿಕೆ ವಹಿಸಬೇಕು. ಇಲ್ಲವಾದರೆ ಪ್ರಶಸ್ತಿಯ ಮೌಲ್ಯ ಕುಸಿಯುತ್ತದೆ. ನಿಜವಾದ ಸಾಧಕರು ಪ್ರಶಸ್ತಿಗಳಿಗಾಗಿ ಅರ್ಜಿ ಹಾಕುವುದಿಲ್ಲ, ಅವರ ಸಾಧನೆಯೇ ಅವರಿಗೆ ಗೌರವ ತಂದುಕೊಡುತ್ತದೆ. ಇಂತಹ ಸಂದರ್ಭದಲ್ಲಿ ಪ್ರಶಸ್ತಿಗಳ ಆಯ್ಕೆ ಸಮಿತಿಗಳು ಪಾರದರ್ಶಕವಾಗಿ ಕಾರ್ಯನಿರ್ವಹಿಸಬೇಕಿದೆ. ಆಗ ಮಾತ್ರ ಪ್ರಶಸ್ತಿಗೆ ಮತ್ತು ಪುರಸ್ಕೃತರಿಗೆ ಗೌರವ ಹೆಚ್ಚುತ್ತದೆ. ಸಾಮಾಜಿಕ ಸೇವೆ, ಕಲೆ, ಸಾಹಿತ್ಯ, ವಿಜ್ಞಾನ ಕ್ಷೇತ್ರಗಳಲ್ಲಿ ಶ್ರಮಿಸಿದ ಅನೇಕರು ಇಂದಿಗೂ ಗುರುತಿಸಲ್ಪಟ್ಟಿಲ್ಲ.: [502, 1034, 785, 1321]
- letter-signature: -ವಿನೋದ್ ಶಂಕರ್, ಅಮಿಯಾನ ಫೌಂಡೇಶನ್, ಕುವೆಂಪುನಗರ, ಮೈಸೂರು.: [199, 991, 479, 1006]
- joke-box: [93, 145, 483, 368]
- letter-article: [93, 1498, 479, 1700]
- joke-line: ಸೋಮು : ಅದರಲ್ಲಿ ಭಯಪಡೋಕೆ ಏನಿದೆ?: [105, 288, 287, 303]
- column-label: ಅರಿವು: [1236, 876, 1469, 920]
- masthead-info-box: [93, 364, 483, 521]
- print-registration-dots: ● ● ● ●: [1382, 2291, 1492, 2306]
- info-date: ಸೋಮವಾರ, ಫೆಬ್ರವರಿ 23, 2026: [133, 415, 443, 444]
- letter-article: [93, 680, 479, 1006]
- letter-salute: ಮಾನ್ಯರೆ,: [93, 1870, 128, 1883]
- letter-article: [93, 1833, 479, 1998]
